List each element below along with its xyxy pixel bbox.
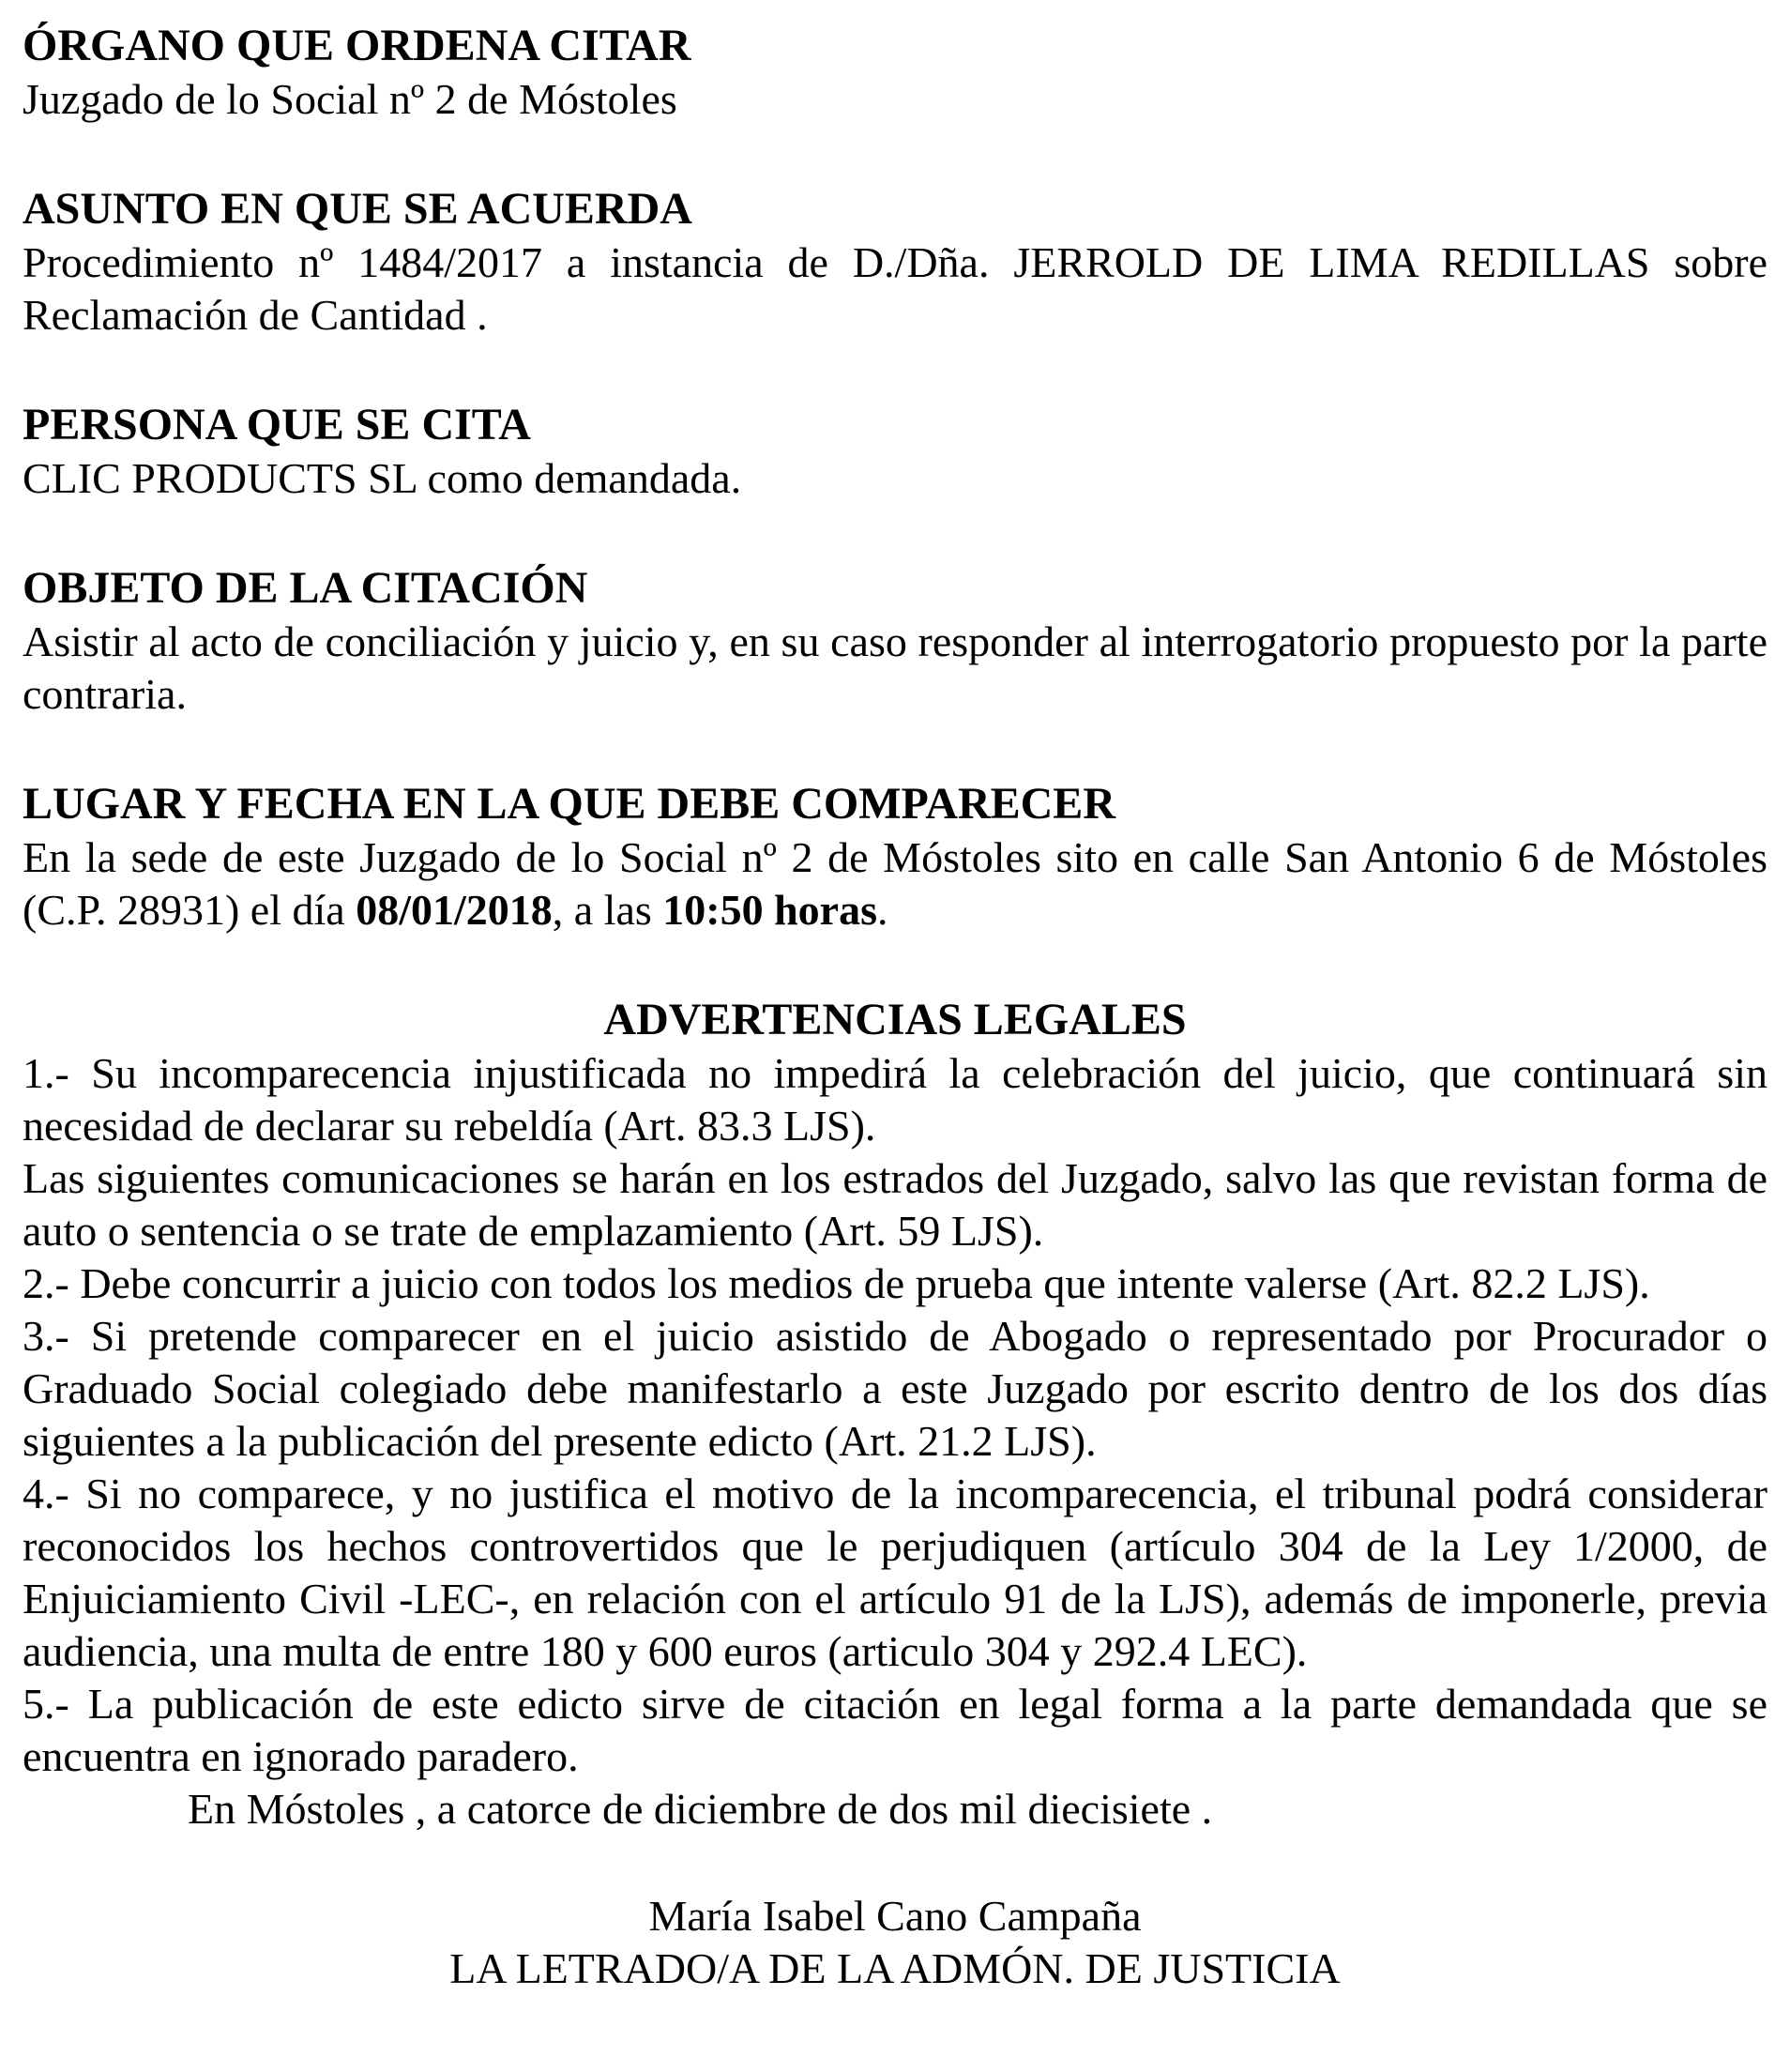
- asunto-heading: ASUNTO EN QUE SE ACUERDA: [23, 184, 692, 234]
- lugar-text-after: .: [877, 886, 888, 934]
- section-objeto: [23, 561, 1767, 721]
- section-persona: [23, 398, 1767, 505]
- lugar-heading: LUGAR Y FECHA EN LA QUE DEBE COMPARECER: [23, 779, 1115, 829]
- organo-text: Juzgado de lo Social nº 2 de Móstoles: [23, 75, 677, 123]
- advertencias-heading: ADVERTENCIAS LEGALES: [603, 995, 1187, 1044]
- advertencia-item: 5.- La publicación de este edicto sirve de citación en legal forma a la parte demandada que se encuentra en ignorado paradero.: [23, 1680, 1767, 1780]
- advertencia-item: 1.- Su incomparecencia injustificada no impedirá la celebración del juicio, que continuará sin necesidad de declarar su rebeldía (Art. 83.3 LJS).: [23, 1049, 1767, 1150]
- objeto-heading: OBJETO DE LA CITACIÓN: [23, 563, 588, 613]
- section-asunto: [23, 182, 1767, 342]
- objeto-text: Asistir al acto de conciliación y juicio y, en su caso responder al interrogatorio propuesto por la parte contraria.: [23, 617, 1767, 718]
- advertencia-item: 3.- Si pretende comparecer en el juicio asistido de Abogado o representado por Procurador o Graduado Social colegiado debe manifestarlo a este Juzgado por escrito dentro de los dos días siguientes a la publicación del presente edicto (Art. 21.2 LJS).: [23, 1312, 1767, 1465]
- fecha-firma: En Móstoles , a catorce de diciembre de dos mil diecisiete .: [188, 1785, 1213, 1833]
- lugar-text: [23, 831, 1767, 937]
- asunto-text: Procedimiento nº 1484/2017 a instancia de D./Dña. JERROLD DE LIMA REDILLAS sobre Reclamación de Cantidad .: [23, 238, 1767, 339]
- organo-heading: ÓRGANO QUE ORDENA CITAR: [23, 21, 691, 70]
- persona-heading: PERSONA QUE SE CITA: [23, 400, 531, 449]
- signer-name: María Isabel Cano Campaña: [648, 1892, 1142, 1940]
- section-organo: [23, 19, 1767, 126]
- signer-title: LA LETRADO/A DE LA ADMÓN. DE JUSTICIA: [449, 1944, 1341, 1992]
- persona-text: CLIC PRODUCTS SL como demandada.: [23, 454, 742, 502]
- lugar-date: 08/01/2018: [356, 886, 553, 934]
- lugar-time: 10:50 horas: [662, 886, 878, 934]
- section-advertencias: [23, 993, 1767, 1836]
- lugar-text-before: En la sede de este Juzgado de lo Social nº 2 de Móstoles sito en calle San Antonio 6 de Móstoles (C.P. 28931) el día: [23, 833, 1767, 934]
- lugar-text-middle: , a las: [552, 886, 663, 934]
- advertencia-item: 4.- Si no comparece, y no justifica el motivo de la incomparecencia, el tribunal podrá considerar reconocidos los hechos controvertidos que le perjudiquen (artículo 304 de la Ley 1/2000, de Enjuiciamiento Civil -LEC-, en relación con el artículo 91 de la LJS), además de imponerle, previa audiencia, una multa de entre 180 y 600 euros (articulo 304 y 292.4 LEC).: [23, 1470, 1767, 1675]
- advertencia-item: Las siguientes comunicaciones se harán en los estrados del Juzgado, salvo las que revistan forma de auto o sentencia o se trate de emplazamiento (Art. 59 LJS).: [23, 1154, 1767, 1255]
- advertencia-item: 2.- Debe concurrir a juicio con todos los medios de prueba que intente valerse (Art. 82.2 LJS).: [23, 1259, 1650, 1307]
- section-lugar: [23, 777, 1767, 937]
- signature-block: [23, 1890, 1767, 1995]
- document-page: [23, 19, 1767, 1995]
